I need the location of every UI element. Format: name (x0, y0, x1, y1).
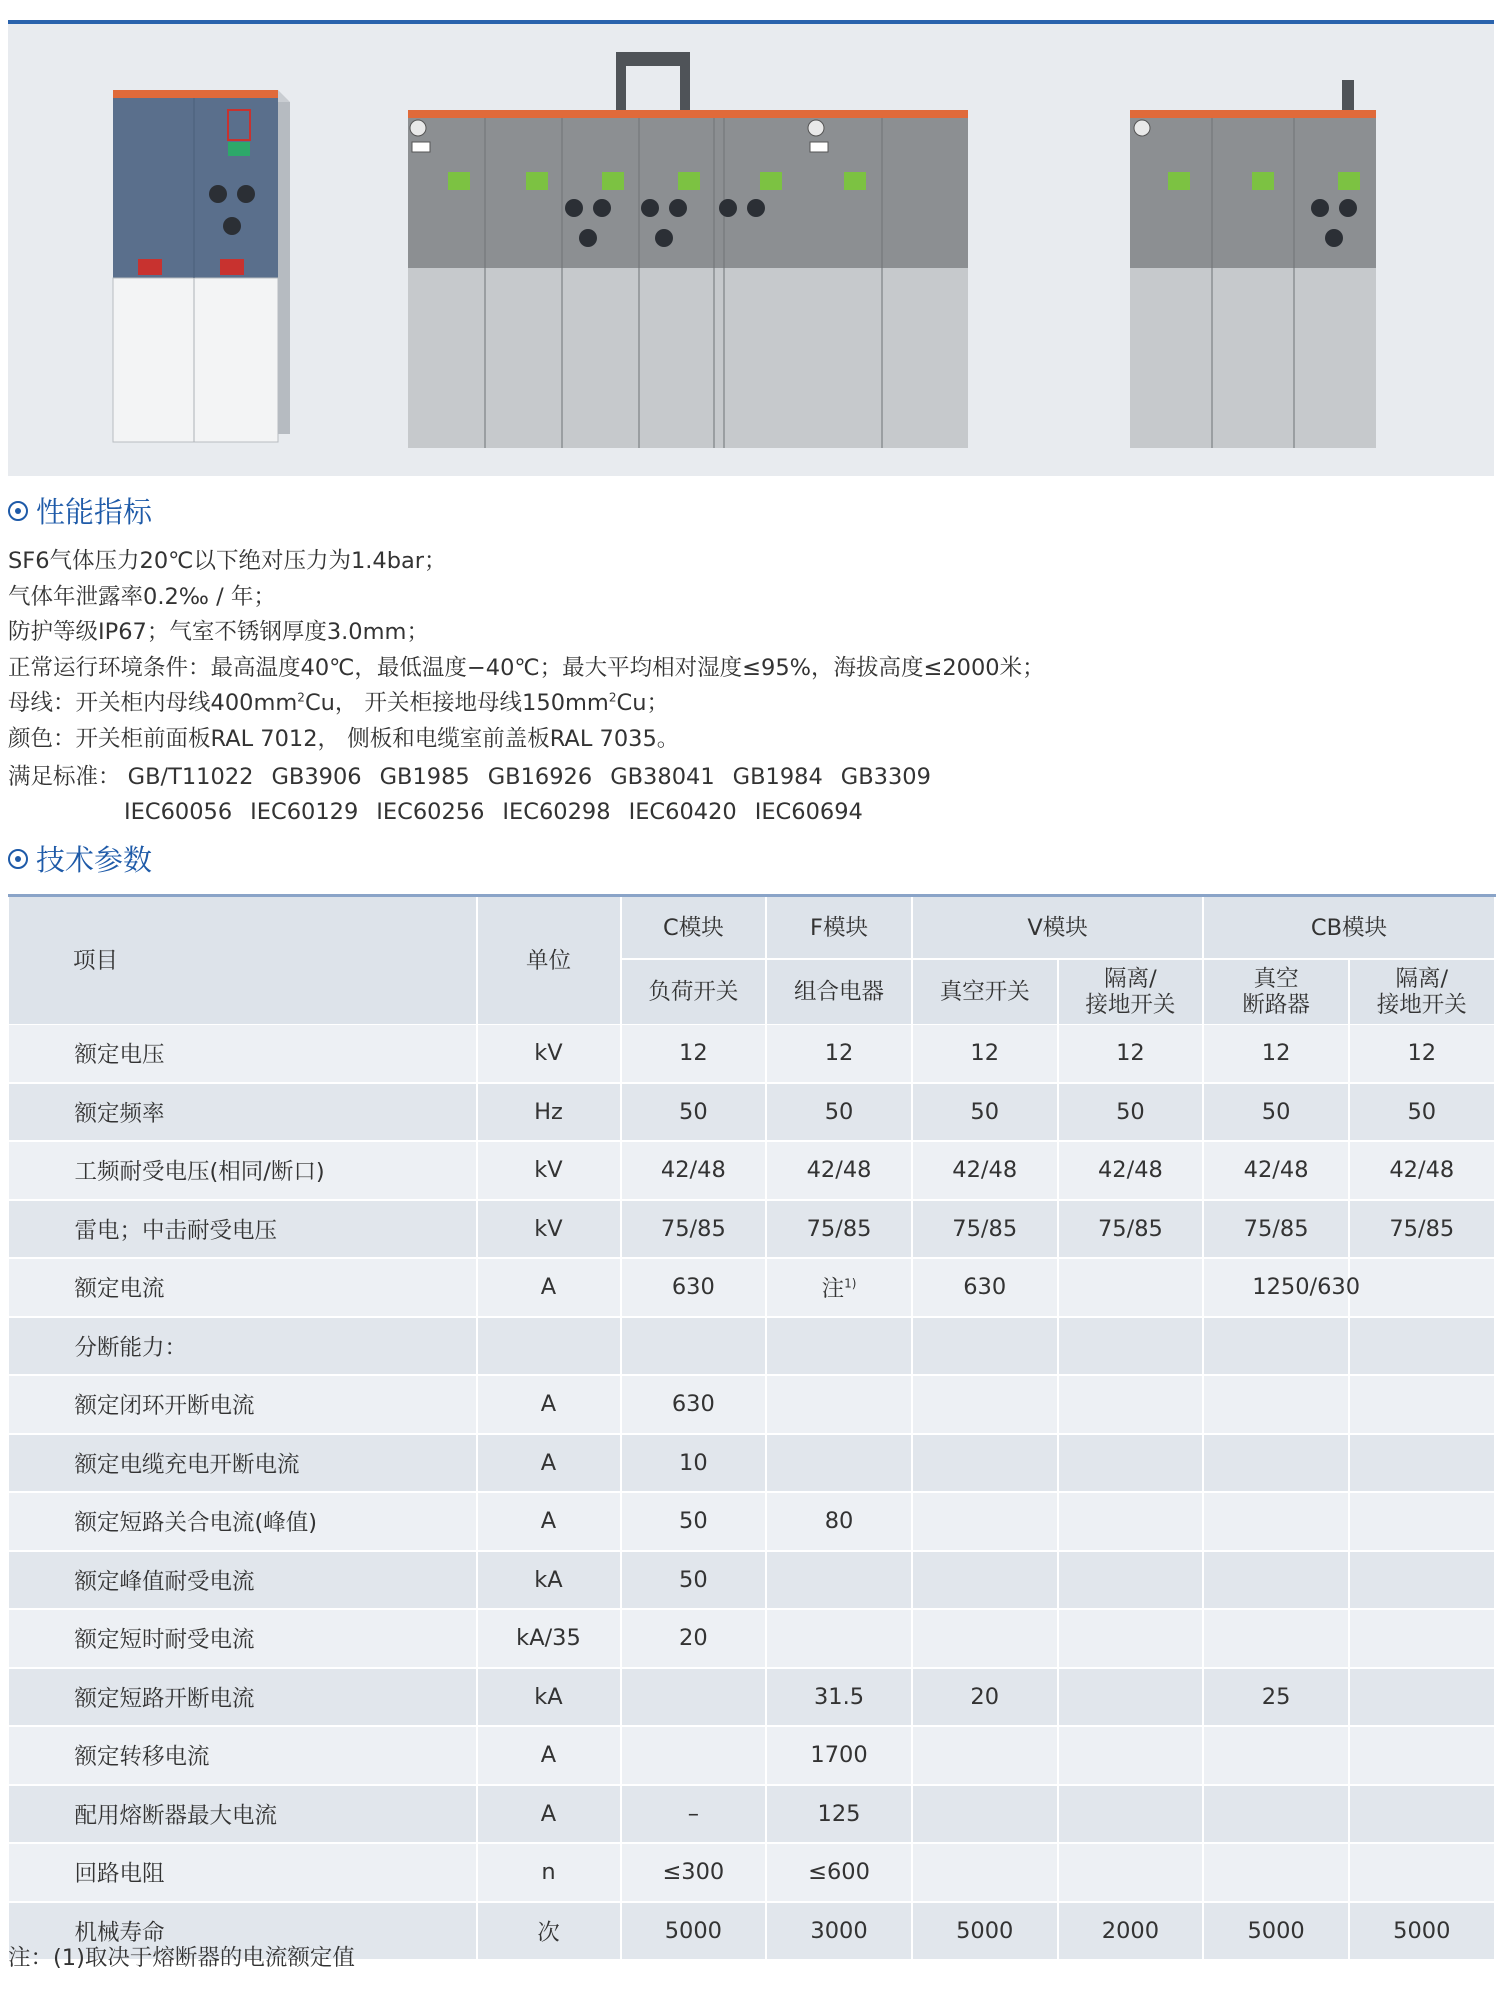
row-value: – (621, 1785, 767, 1844)
standard-code: GB3906 (271, 764, 362, 790)
row-value: 12 (1349, 1025, 1495, 1083)
row-value (912, 1726, 1058, 1785)
row-value (1058, 1726, 1204, 1785)
table-row (9, 1492, 1495, 1551)
row-value (1058, 1843, 1204, 1902)
table-row (9, 1434, 1495, 1493)
row-value (1203, 1317, 1349, 1376)
row-value: 12 (1203, 1025, 1349, 1083)
header-sub-column: 隔离/ 接地开关 (1349, 959, 1495, 1025)
row-value (1203, 1843, 1349, 1902)
row-value: 3000 (766, 1902, 912, 1961)
row-value: 75/85 (766, 1200, 912, 1259)
standards-list (8, 760, 949, 830)
row-value (1349, 1258, 1495, 1317)
row-value: 10 (621, 1434, 767, 1493)
row-value: 5000 (912, 1902, 1058, 1961)
row-value (1058, 1668, 1204, 1727)
standard-code: GB1984 (732, 764, 823, 790)
header-sub-column: 真空 断路器 (1203, 959, 1349, 1025)
standards-row (8, 760, 949, 795)
row-value: 42/48 (912, 1141, 1058, 1200)
row-value (766, 1434, 912, 1493)
row-value: 42/48 (766, 1141, 912, 1200)
standard-code: GB38041 (610, 764, 715, 790)
three-unit-group (1130, 80, 1376, 448)
performance-specs (8, 544, 1458, 757)
row-value (1058, 1434, 1204, 1493)
row-value (621, 1726, 767, 1785)
row-unit: kV (477, 1025, 621, 1083)
row-label: 雷电；中击耐受电压 (9, 1200, 477, 1259)
superscript: 2 (608, 690, 617, 705)
row-value: 50 (766, 1083, 912, 1142)
row-unit: Hz (477, 1083, 621, 1142)
row-value (1058, 1785, 1204, 1844)
note-superscript: 1) (844, 1276, 857, 1291)
row-label: 额定峰值耐受电流 (9, 1551, 477, 1610)
row-value (1349, 1434, 1495, 1493)
row-value: 630 (912, 1258, 1058, 1317)
table-row (9, 1726, 1495, 1785)
row-label: 额定短时耐受电流 (9, 1609, 477, 1668)
row-value: 75/85 (1349, 1200, 1495, 1259)
multi-unit-lineup (408, 52, 968, 448)
spec-line: 正常运行环境条件：最高温度40℃，最低温度−40℃；最大平均相对湿度≤95%，海拔高度≤2000米； (8, 654, 1045, 681)
busbar-text: Cu； (616, 690, 669, 716)
row-value: 12 (912, 1025, 1058, 1083)
technical-title: 技术参数 (36, 843, 153, 877)
table-row (9, 1785, 1495, 1844)
row-unit: kA/35 (477, 1609, 621, 1668)
row-value (1203, 1492, 1349, 1551)
standard-code: GB/T11022 (127, 764, 254, 790)
row-value (1349, 1843, 1495, 1902)
header-unit: 单位 (477, 896, 621, 1025)
performance-heading (8, 490, 152, 531)
standard-code: GB16926 (487, 764, 593, 790)
header-group-v: V模块 (912, 896, 1203, 960)
row-value: 630 (621, 1375, 767, 1434)
row-value: 75/85 (912, 1200, 1058, 1259)
row-value (1203, 1726, 1349, 1785)
busbar-text: Cu， 开关柜接地母线150mm (304, 690, 609, 716)
row-value: 50 (1349, 1083, 1495, 1142)
spec-line-busbar (8, 686, 1458, 722)
table-row (9, 1200, 1495, 1259)
row-value: 50 (621, 1492, 767, 1551)
row-value (1349, 1317, 1495, 1376)
row-label: 回路电阻 (9, 1843, 477, 1902)
row-value: 12 (621, 1025, 767, 1083)
row-value (1349, 1785, 1495, 1844)
header-group-f: F模块 (766, 896, 912, 960)
row-value: 31.5 (766, 1668, 912, 1727)
row-value (1203, 1434, 1349, 1493)
header-sub-column: 隔离/ 接地开关 (1058, 959, 1204, 1025)
header-group-c: C模块 (621, 896, 767, 960)
row-value (1349, 1609, 1495, 1668)
row-value: 80 (766, 1492, 912, 1551)
row-value (621, 1317, 767, 1376)
row-value (912, 1317, 1058, 1376)
row-value: 42/48 (621, 1141, 767, 1200)
row-value: 12 (1058, 1025, 1204, 1083)
row-value (766, 1317, 912, 1376)
row-value (1058, 1609, 1204, 1668)
row-value (1058, 1258, 1204, 1317)
table-row (9, 1258, 1495, 1317)
table-row (9, 1317, 1495, 1376)
table-row (9, 1668, 1495, 1727)
standard-code: IEC60694 (754, 799, 863, 825)
row-unit: 次 (477, 1902, 621, 1961)
row-value: 630 (621, 1258, 767, 1317)
row-value (766, 1258, 912, 1317)
product-photo (8, 24, 1494, 476)
row-value (766, 1609, 912, 1668)
standard-code: GB1985 (379, 764, 470, 790)
row-value (1203, 1609, 1349, 1668)
standards-row (8, 795, 949, 830)
row-value (766, 1551, 912, 1610)
row-value: ≤600 (766, 1843, 912, 1902)
row-value (1058, 1317, 1204, 1376)
row-unit: kA (477, 1668, 621, 1727)
table-row (9, 1551, 1495, 1610)
row-value: 42/48 (1349, 1141, 1495, 1200)
spec-line: SF6气体压力20℃以下绝对压力为1.4bar； (8, 548, 447, 574)
table-row (9, 1609, 1495, 1668)
row-value: 12 (766, 1025, 912, 1083)
table-row (9, 1025, 1495, 1083)
row-unit: kV (477, 1200, 621, 1259)
spec-line: 防护等级IP67；气室不锈钢厚度3.0mm； (8, 619, 429, 645)
row-value (1349, 1726, 1495, 1785)
row-label: 额定短路开断电流 (9, 1668, 477, 1727)
note-marker: 注 (821, 1276, 845, 1303)
row-value: 2000 (1058, 1902, 1204, 1961)
row-value (621, 1668, 767, 1727)
row-value: 75/85 (621, 1200, 767, 1259)
row-unit: n (477, 1843, 621, 1902)
row-label: 额定转移电流 (9, 1726, 477, 1785)
row-label: 额定电流 (9, 1258, 477, 1317)
performance-title: 性能指标 (36, 495, 153, 529)
single-cabinet (113, 90, 290, 442)
standard-code: IEC60420 (628, 799, 737, 825)
row-value: 50 (1203, 1083, 1349, 1142)
row-value (1203, 1551, 1349, 1610)
row-value: 1250/630 (1203, 1258, 1349, 1317)
header-item: 项目 (9, 896, 477, 1025)
row-unit: A (477, 1258, 621, 1317)
row-label: 额定闭环开断电流 (9, 1375, 477, 1434)
row-value (912, 1551, 1058, 1610)
row-value (1203, 1375, 1349, 1434)
row-unit (477, 1317, 621, 1376)
standard-code: GB3309 (840, 764, 931, 790)
row-label: 工频耐受电压(相同/断口) (9, 1141, 477, 1200)
row-unit: A (477, 1375, 621, 1434)
row-value (1349, 1551, 1495, 1610)
row-unit: kV (477, 1141, 621, 1200)
row-value: 25 (1203, 1668, 1349, 1727)
row-label: 额定电压 (9, 1025, 477, 1083)
row-value: 125 (766, 1785, 912, 1844)
row-value (766, 1375, 912, 1434)
standard-code: IEC60298 (502, 799, 611, 825)
row-value (912, 1609, 1058, 1668)
row-value (912, 1492, 1058, 1551)
row-value: 5000 (1349, 1902, 1495, 1961)
spec-line: 颜色：开关柜前面板RAL 7012， 侧板和电缆室前盖板RAL 7035。 (8, 725, 680, 752)
row-unit: kA (477, 1551, 621, 1610)
table-row (9, 1375, 1495, 1434)
row-value: 50 (1058, 1083, 1204, 1142)
row-value (1058, 1551, 1204, 1610)
header-sub-column: 负荷开关 (621, 959, 767, 1025)
header-group-cb: CB模块 (1203, 896, 1494, 960)
switchgear-illustration (8, 24, 1494, 476)
row-value: 1700 (766, 1726, 912, 1785)
row-label: 额定频率 (9, 1083, 477, 1142)
row-value: 5000 (1203, 1902, 1349, 1961)
row-value: ≤300 (621, 1843, 767, 1902)
row-unit: A (477, 1785, 621, 1844)
row-value: 20 (621, 1609, 767, 1668)
row-value: 5000 (621, 1902, 767, 1961)
technical-heading (8, 838, 152, 879)
technical-parameters-table (8, 894, 1496, 1961)
table-row (9, 1141, 1495, 1200)
row-label: 额定电缆充电开断电流 (9, 1434, 477, 1493)
row-value (912, 1375, 1058, 1434)
header-sub-column: 组合电器 (766, 959, 912, 1025)
header-sub-column: 真空开关 (912, 959, 1058, 1025)
busbar-text: 母线：开关柜内母线400mm (8, 690, 298, 716)
row-label: 配用熔断器最大电流 (9, 1785, 477, 1844)
row-value: 50 (912, 1083, 1058, 1142)
row-value: 50 (621, 1083, 767, 1142)
table-row (9, 1843, 1495, 1902)
footnote: 注：(1)取决于熔断器的电流额定值 (8, 1945, 355, 1971)
row-value (1058, 1375, 1204, 1434)
standard-code: IEC60256 (376, 799, 485, 825)
circle-bullet-icon (8, 501, 28, 521)
table-body (9, 1025, 1495, 1961)
row-value (1203, 1785, 1349, 1844)
row-value (1349, 1492, 1495, 1551)
row-value (912, 1843, 1058, 1902)
superscript: 2 (297, 690, 305, 705)
row-value: 42/48 (1058, 1141, 1204, 1200)
row-label: 分断能力： (9, 1317, 477, 1376)
row-value: 50 (621, 1551, 767, 1610)
row-label: 额定短路关合电流(峰值) (9, 1492, 477, 1551)
spec-line: 气体年泄露率0.2‰ / 年； (8, 583, 276, 610)
row-value (912, 1434, 1058, 1493)
standards-label: 满足标准： (8, 764, 121, 790)
row-unit: A (477, 1434, 621, 1493)
circle-bullet-icon (8, 849, 28, 869)
row-value (1349, 1375, 1495, 1434)
row-unit: A (477, 1492, 621, 1551)
table-row (9, 1083, 1495, 1142)
row-unit: A (477, 1726, 621, 1785)
row-value (1058, 1492, 1204, 1551)
row-value: 20 (912, 1668, 1058, 1727)
row-value (1349, 1668, 1495, 1727)
row-value (912, 1785, 1058, 1844)
row-label: 机械寿命 (9, 1902, 477, 1961)
standard-code: IEC60056 (124, 799, 233, 825)
row-value: 75/85 (1058, 1200, 1204, 1259)
row-value: 75/85 (1203, 1200, 1349, 1259)
row-value: 42/48 (1203, 1141, 1349, 1200)
standard-code: IEC60129 (250, 799, 359, 825)
